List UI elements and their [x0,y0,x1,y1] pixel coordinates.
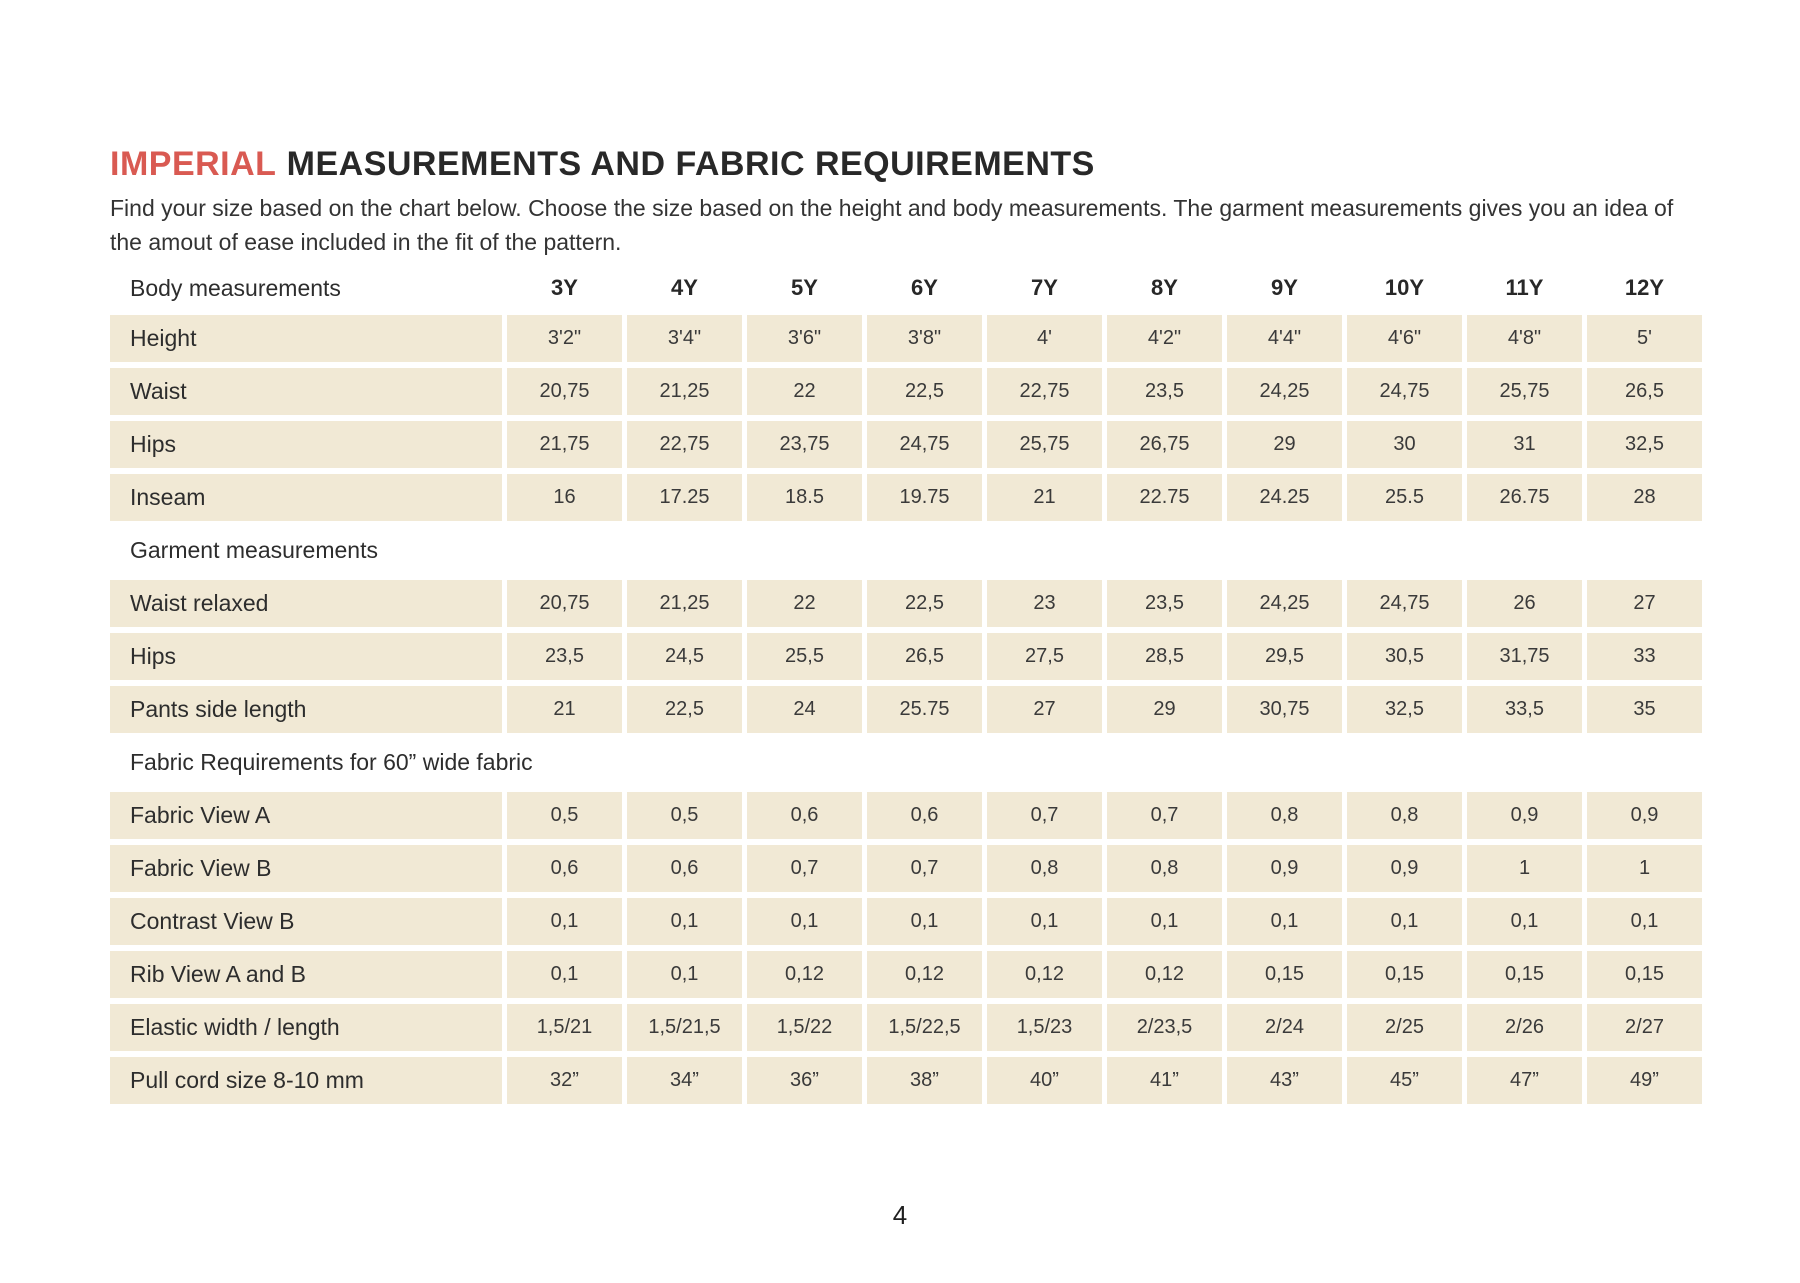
table-row [110,1004,1702,1051]
measurement-cell: 2/27 [1587,1004,1702,1051]
column-header-size: 10Y [1384,275,1425,300]
table-row [110,633,1702,680]
column-header-size: 6Y [911,275,938,300]
measurement-cell: 0,8 [1107,845,1222,892]
measurement-cell: 41” [1107,1057,1222,1104]
measurement-cell: 0,6 [627,845,742,892]
measurement-cell: 30 [1347,421,1462,468]
measurement-cell: 0,9 [1587,792,1702,839]
intro-text: Find your size based on the chart below. Choose the size based on the height and body measurements. The garment measurements gives you an idea of the amout of ease included in the fit of the pattern. [110,195,1674,255]
measurement-cell: 24 [747,686,862,733]
title-highlight: IMPERIAL [110,145,277,183]
table-row [110,421,1702,468]
table-row [110,315,1702,362]
measurement-cell: 23,5 [507,633,622,680]
page-title [110,145,1705,183]
measurement-cell: 49” [1587,1057,1702,1104]
measurement-cell: 45” [1347,1057,1462,1104]
measurement-cell: 21 [507,686,622,733]
measurement-cell: 1,5/21,5 [627,1004,742,1051]
measurement-cell: 4' [987,315,1102,362]
measurement-cell: 0,7 [867,845,982,892]
measurement-cell: 27 [1587,580,1702,627]
measurement-cell: 33 [1587,633,1702,680]
measurement-cell: 22,5 [867,368,982,415]
measurement-cell: 0,1 [507,951,622,998]
measurement-cell: 0,6 [747,792,862,839]
measurement-cell: 23,75 [747,421,862,468]
measurement-cell: 0,8 [1227,792,1342,839]
measurement-cell: 26,75 [1107,421,1222,468]
measurement-cell: 2/23,5 [1107,1004,1222,1051]
measurement-cell: 0,12 [867,951,982,998]
measurement-cell: 32” [507,1057,622,1104]
measurement-cell: 25.75 [867,686,982,733]
measurement-cell: 0,1 [627,898,742,945]
measurement-cell: 0,8 [1347,792,1462,839]
measurement-cell: 25,5 [747,633,862,680]
measurement-cell: 4'2" [1107,315,1222,362]
measurement-cell: 0,15 [1467,951,1582,998]
measurement-cell: 2/25 [1347,1004,1462,1051]
size-chart-table [110,265,1702,1104]
measurement-cell: 27,5 [987,633,1102,680]
measurement-cell: 32,5 [1587,421,1702,468]
column-header-size: 9Y [1271,275,1298,300]
measurement-cell: 2/24 [1227,1004,1342,1051]
measurement-cell: 3'2" [507,315,622,362]
column-header-size: 12Y [1624,275,1665,300]
measurement-cell: 0,15 [1347,951,1462,998]
measurement-cell: 36” [747,1057,862,1104]
table-row [110,474,1702,521]
measurement-cell: 34” [627,1057,742,1104]
measurement-cell: 0,1 [867,898,982,945]
row-label: Pants side length [110,686,502,733]
table-row [110,686,1702,733]
measurement-cell: 1 [1467,845,1582,892]
measurement-cell: 22 [747,580,862,627]
measurement-cell: 24,25 [1227,580,1342,627]
table-row [110,792,1702,839]
measurement-cell: 30,5 [1347,633,1462,680]
measurement-cell: 3'8" [867,315,982,362]
measurement-cell: 21,25 [627,580,742,627]
row-label: Inseam [110,474,502,521]
measurement-cell: 24,75 [1347,368,1462,415]
measurement-cell: 4'6" [1347,315,1462,362]
measurement-cell: 31 [1467,421,1582,468]
row-label: Rib View A and B [110,951,502,998]
measurement-cell: 0,1 [1107,898,1222,945]
table-row [110,1057,1702,1104]
measurement-cell: 1,5/23 [987,1004,1102,1051]
measurement-cell: 0,5 [507,792,622,839]
table-row [110,580,1702,627]
measurement-cell: 21,25 [627,368,742,415]
measurement-cell: 21,75 [507,421,622,468]
measurement-cell: 5' [1587,315,1702,362]
measurement-cell: 27 [987,686,1102,733]
column-header-size: 11Y [1505,275,1544,300]
measurement-cell: 25,75 [1467,368,1582,415]
measurement-cell: 4'4" [1227,315,1342,362]
measurement-cell: 23,5 [1107,580,1222,627]
table-row [110,845,1702,892]
measurement-cell: 0,1 [1587,898,1702,945]
measurement-cell: 22 [747,368,862,415]
measurement-cell: 26.75 [1467,474,1582,521]
measurement-cell: 0,9 [1467,792,1582,839]
column-header-body-measurements: Body measurements [130,274,341,301]
section-header-row [110,739,1702,786]
measurement-cell: 0,6 [867,792,982,839]
measurement-cell: 31,75 [1467,633,1582,680]
measurement-cell: 21 [987,474,1102,521]
measurement-cell: 3'4" [627,315,742,362]
measurement-cell: 17.25 [627,474,742,521]
page-number: 4 [892,1200,908,1230]
row-label: Pull cord size 8-10 mm [110,1057,502,1104]
measurement-cell: 0,15 [1227,951,1342,998]
measurement-cell: 29,5 [1227,633,1342,680]
column-header-size: 7Y [1031,275,1058,300]
column-header-size: 3Y [551,275,578,300]
measurement-cell: 28 [1587,474,1702,521]
measurement-cell: 26,5 [1587,368,1702,415]
measurement-cell: 16 [507,474,622,521]
measurement-cell: 33,5 [1467,686,1582,733]
measurement-cell: 40” [987,1057,1102,1104]
table-row [110,368,1702,415]
measurement-cell: 23 [987,580,1102,627]
measurement-cell: 29 [1227,421,1342,468]
section-header-label: Garment measurements [130,537,378,563]
row-label: Elastic width / length [110,1004,502,1051]
measurement-cell: 28,5 [1107,633,1222,680]
row-label: Height [110,315,502,362]
measurement-cell: 0,1 [747,898,862,945]
measurement-cell: 47” [1467,1057,1582,1104]
measurement-cell: 0,12 [987,951,1102,998]
measurement-cell: 0,1 [627,951,742,998]
measurement-cell: 18.5 [747,474,862,521]
measurement-cell: 22,75 [627,421,742,468]
measurement-cell: 0,1 [1467,898,1582,945]
measurement-cell: 0,15 [1587,951,1702,998]
section-header-row [110,527,1702,574]
row-label: Fabric View B [110,845,502,892]
measurement-cell: 0,9 [1347,845,1462,892]
measurement-cell: 22,5 [627,686,742,733]
measurement-cell: 0,5 [627,792,742,839]
measurement-cell: 0,6 [507,845,622,892]
measurement-cell: 38” [867,1057,982,1104]
measurement-cell: 1,5/22 [747,1004,862,1051]
measurement-cell: 19.75 [867,474,982,521]
measurement-cell: 0,1 [987,898,1102,945]
section-header-label: Fabric Requirements for 60” wide fabric [130,749,533,775]
row-label: Hips [110,421,502,468]
measurement-cell: 1 [1587,845,1702,892]
table-row [110,951,1702,998]
measurement-cell: 1,5/21 [507,1004,622,1051]
measurement-cell: 3'6" [747,315,862,362]
measurement-cell: 24,5 [627,633,742,680]
measurement-cell: 22.75 [1107,474,1222,521]
column-header-size: 4Y [671,275,698,300]
row-label: Hips [110,633,502,680]
measurement-cell: 25.5 [1347,474,1462,521]
measurement-cell: 4'8" [1467,315,1582,362]
measurement-cell: 0,7 [987,792,1102,839]
measurement-cell: 0,7 [1107,792,1222,839]
row-label: Contrast View B [110,898,502,945]
measurement-cell: 0,7 [747,845,862,892]
measurement-cell: 29 [1107,686,1222,733]
measurement-cell: 0,12 [747,951,862,998]
measurement-cell: 0,1 [507,898,622,945]
measurement-cell: 0,12 [1107,951,1222,998]
table-header-row [110,265,1702,311]
measurement-cell: 0,1 [1227,898,1342,945]
measurement-cell: 43” [1227,1057,1342,1104]
row-label: Fabric View A [110,792,502,839]
column-header-size: 5Y [791,275,818,300]
table-row [110,898,1702,945]
measurement-cell: 26,5 [867,633,982,680]
measurement-cell: 26 [1467,580,1582,627]
measurement-cell: 23,5 [1107,368,1222,415]
measurement-cell: 35 [1587,686,1702,733]
measurement-cell: 25,75 [987,421,1102,468]
column-header-size: 8Y [1151,275,1178,300]
measurement-cell: 32,5 [1347,686,1462,733]
measurement-cell: 2/26 [1467,1004,1582,1051]
measurement-cell: 0,9 [1227,845,1342,892]
measurement-cell: 0,1 [1347,898,1462,945]
measurement-cell: 22,5 [867,580,982,627]
measurement-cell: 24,75 [1347,580,1462,627]
measurement-cell: 1,5/22,5 [867,1004,982,1051]
measurement-cell: 20,75 [507,580,622,627]
measurement-cell: 24,25 [1227,368,1342,415]
measurement-cell: 20,75 [507,368,622,415]
row-label: Waist [110,368,502,415]
measurement-cell: 0,8 [987,845,1102,892]
title-rest: MEASUREMENTS AND FABRIC REQUIREMENTS [286,145,1095,183]
measurement-cell: 22,75 [987,368,1102,415]
measurement-cell: 30,75 [1227,686,1342,733]
measurement-cell: 24,75 [867,421,982,468]
measurement-cell: 24.25 [1227,474,1342,521]
row-label: Waist relaxed [110,580,502,627]
